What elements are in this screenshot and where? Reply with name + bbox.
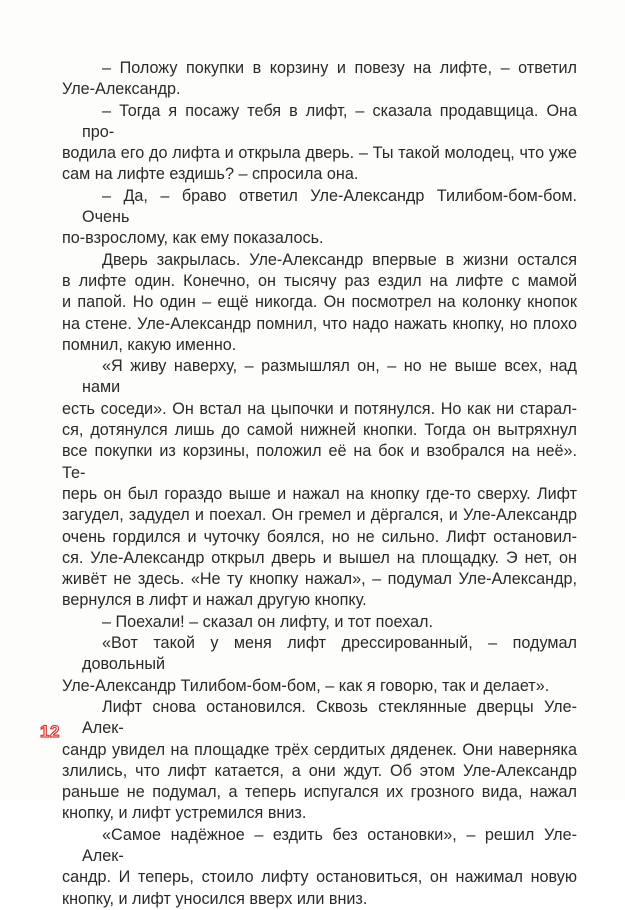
paragraph xyxy=(62,356,577,612)
text-line: – Положу покупки в корзину и повезу на лифте, – ответил xyxy=(102,59,577,77)
paragraph xyxy=(62,825,577,910)
text-line: Уле-Александр. xyxy=(62,80,181,99)
text-line: сам на лифте ездишь? – спросила она. xyxy=(62,165,359,184)
text-line: Лифт снова остановился. Сквозь стеклянные дверцы Уле-Алек- xyxy=(82,697,577,738)
paragraph xyxy=(62,250,577,356)
text-line: сандр увидел на площадке трёх сердитых дяденек. Они наверняка xyxy=(62,740,577,759)
text-line: Уле-Александр Тилибом-бом-бом, – как я говорю, так и делает». xyxy=(62,676,550,695)
text-line: по-взрослому, как ему показалось. xyxy=(62,229,324,248)
text-line: и папой. Но один – ещё никогда. Он посмотрел на колонку кнопок xyxy=(62,293,577,312)
text-line: в лифте один. Конечно, он тысячу раз ездил на лифте с мамой xyxy=(62,271,577,290)
paragraph xyxy=(62,101,577,186)
text-line: кнопку, и лифт уносился вверх или вниз. xyxy=(62,889,368,908)
text-line: все покупки из корзины, положил её на бок и взобрался на неё». Те- xyxy=(62,442,577,482)
paragraph xyxy=(62,186,577,250)
paragraph xyxy=(62,612,577,633)
text-line: водила его до лифта и открыла дверь. – Ты такой молодец, что уже xyxy=(62,144,577,163)
text-line: – Тогда я посажу тебя в лифт, – сказала продавщица. Она про- xyxy=(82,101,577,141)
body-text xyxy=(62,58,577,910)
text-line: перь он был гораздо выше и нажал на кнопку где-то сверху. Лифт xyxy=(62,484,577,503)
paragraph xyxy=(62,58,577,101)
text-line: на стене. Уле-Александр помнил, что надо нажать кнопку, но плохо xyxy=(62,314,577,333)
text-line: злились, что лифт катается, а они ждут. Об этом Уле-Александр xyxy=(62,761,577,780)
text-line: живёт не здесь. «Не ту кнопку нажал», – подумал Уле-Александр, xyxy=(62,570,577,589)
text-line: ся, дотянулся лишь до самой нижней кнопки. Тогда он вытряхнул xyxy=(62,421,577,440)
text-line: очень гордился и чуточку боялся, но не сильно. Лифт остановил- xyxy=(62,527,577,546)
text-line: кнопку, и лифт устремился вниз. xyxy=(62,804,307,823)
text-line: помнил, какую именно. xyxy=(62,335,237,354)
text-line: «Я живу наверху, – размышлял он, – но не выше всех, над нами xyxy=(82,357,577,397)
text-line: ся. Уле-Александр открыл дверь и вышел на площадку. Э нет, он xyxy=(62,548,577,567)
text-line: сандр. И теперь, стоило лифту остановиться, он нажимал новую xyxy=(62,868,577,887)
text-line: – Да, – браво ответил Уле-Александр Тилибом-бом-бом. Очень xyxy=(82,186,577,227)
text-line: есть соседи». Он встал на цыпочки и потянулся. Но как ни старал- xyxy=(62,399,577,418)
text-line: «Самое надёжное – ездить без остановки», – решил Уле-Алек- xyxy=(82,825,577,865)
paragraph xyxy=(62,697,577,825)
text-line: Дверь закрылась. Уле-Александр впервые в жизни остался xyxy=(102,250,577,269)
text-line: вернулся в лифт и нажал другую кнопку. xyxy=(62,591,367,610)
text-line: загудел, задудел и поехал. Он гремел и дёргался, и Уле-Александр xyxy=(62,506,577,525)
text-line: раньше не подумал, а теперь испугался их грозного вида, нажал xyxy=(62,783,577,802)
paragraph xyxy=(62,633,577,697)
page-number: 12 xyxy=(40,722,60,741)
text-line: – Поехали! – сказал он лифту, и тот поехал. xyxy=(102,612,433,631)
text-line: «Вот такой у меня лифт дрессированный, – подумал довольный xyxy=(82,634,577,674)
